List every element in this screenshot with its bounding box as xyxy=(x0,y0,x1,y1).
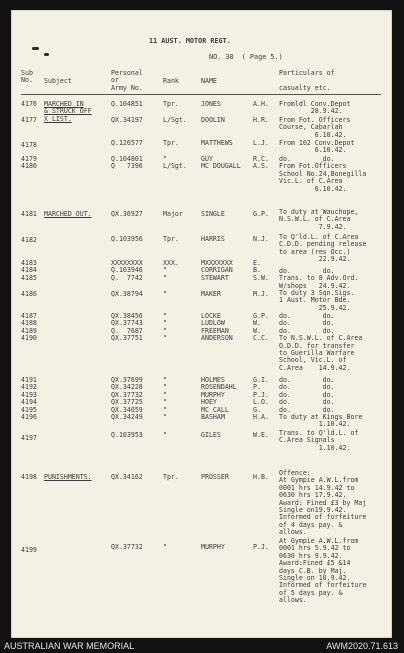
col-header-subject: Subject xyxy=(44,77,72,85)
entry-particulars: do. do. Trans. to 8 Adv.Ord. W/shops 24.9.42. xyxy=(279,267,359,290)
entry-army-no: QX.34162 xyxy=(111,473,143,481)
entry-particulars: At Gympie A.W.L.from 0001 hrs 5.9.42 to 0630 hrs 9.9.42. Award:Fined £5 &14 days C.B. by Maj. Single on 10.9.42. Informed of forfeiture of 5 days pay. & allows. xyxy=(279,537,367,605)
entry-initials: N.J. xyxy=(253,235,269,243)
entry-initials: G.I. P. P.J. L.O. G. H.A. xyxy=(253,376,269,422)
entry-rank: " " " " " " xyxy=(163,376,167,422)
entry-particulars: From Fot. Officers Course, Cabarlah 6.10.42. xyxy=(279,116,351,139)
col-header-name: NAME xyxy=(201,77,217,85)
entry-army-no: QX.38794 xyxy=(111,290,143,298)
entry-rank: Tpr. xyxy=(163,100,179,108)
entry-army-no: Q.126577 xyxy=(111,139,143,147)
entry-particulars: Offence: At Gympie A.W.L.from 0001 hrs 14.9.42 to 0630 hrs 17.9.42. Award: Fined £3 by Maj Single on19.9.42. Informed of forfeiture of 4 days pay. & allows. xyxy=(279,469,367,537)
entry-name: PROSSER xyxy=(201,473,229,481)
entry-rank: Major xyxy=(163,210,183,218)
entry-sub-no: 4183 4184 4185 xyxy=(21,259,37,282)
entry-rank: XXX. " " xyxy=(163,259,179,282)
col-header-rank: Rank xyxy=(163,77,179,85)
entry-initials: H.R. xyxy=(253,116,269,124)
entry-rank: L/Sgt. xyxy=(163,116,187,124)
entry-rank: Tpr. xyxy=(163,139,179,147)
doc-title: 11 AUST. MOTOR REGT. xyxy=(149,37,231,45)
entry-initials: R.C. A.S. xyxy=(253,155,269,171)
document-page xyxy=(11,10,392,638)
entry-rank: " " " " xyxy=(163,312,167,343)
entry-sub-no: 4187 4188 4189 4190 xyxy=(21,312,37,343)
entry-subject: MARCHED IN & STRUCK OFF X LIST. xyxy=(44,100,92,123)
entry-particulars: To Q'ld.L. of C.Area C.D.D. pending release to area (res Occ.) 22.9.42. xyxy=(279,233,367,264)
entry-name: LOCKE LUDLOW FREEMAN ANDERSON xyxy=(201,312,233,343)
entry-particulars: Fromldl Conv.Depot 28.9.42. xyxy=(279,100,351,116)
footer-accession-number: AWM2020.71.613 xyxy=(326,641,398,651)
entry-initials: G.P. xyxy=(253,210,269,218)
entry-initials: L.J. xyxy=(253,139,269,147)
entry-army-no: Q.103953 xyxy=(111,431,143,439)
punch-hole-mark xyxy=(44,53,49,56)
entry-particulars: From 102 Conv.Depot 6.10.42. xyxy=(279,139,355,155)
entry-sub-no: 4186 xyxy=(21,290,37,298)
doc-number-line: NO. 30 ( Page 5.) xyxy=(209,53,283,61)
entry-name: GUY MC DOUGALL xyxy=(201,155,241,171)
entry-name: HARRIS xyxy=(201,235,225,243)
col-header-sub: Sub No. xyxy=(21,69,33,85)
entry-sub-no: 4198 xyxy=(21,473,37,481)
entry-name: MATTHEWS xyxy=(201,139,233,147)
header-rule xyxy=(21,94,381,95)
entry-name: MAKER xyxy=(201,290,221,298)
entry-sub-no: 4178 xyxy=(21,141,37,149)
entry-initials: P.J. xyxy=(253,543,269,551)
entry-initials: W.E. xyxy=(253,431,269,439)
entry-particulars: To duty at Wauchope, N.S.W.L. of C.Area 7.9.42. xyxy=(279,208,359,231)
archive-footer xyxy=(0,638,404,653)
entry-subject: PUNISHMENTS. xyxy=(44,473,92,481)
entry-army-no: QX.38456 QX.37743 Q. 7687 QX.37751 xyxy=(111,312,143,343)
entry-sub-no: 4181 xyxy=(21,210,37,218)
entry-name: HOLMES ROSENDAHL MURPHY HOEY MC CALL BASHAM xyxy=(201,376,237,422)
entry-army-no: QX.37732 xyxy=(111,543,143,551)
entry-sub-no: 4177 xyxy=(21,116,37,124)
entry-name: MURPHY xyxy=(201,543,225,551)
entry-sub-no: 4197 xyxy=(21,434,37,442)
entry-army-no: XXXXXXXX Q.103946 Q. 7742 xyxy=(111,259,143,282)
entry-sub-no: 4179 4180 xyxy=(21,155,37,171)
entry-rank: " L/Sgt. xyxy=(163,155,187,171)
entry-name: JONES xyxy=(201,100,221,108)
entry-army-no: Q.104851 xyxy=(111,100,143,108)
footer-credit: AUSTRALIAN WAR MEMORIAL xyxy=(4,641,135,651)
entry-name: GILES xyxy=(201,431,221,439)
entry-initials: A.H. xyxy=(253,100,269,108)
entry-particulars: Trans. to Q'ld.L. of C.Area Signals 1.10.42. xyxy=(279,429,359,452)
entry-army-no: QX.34197 xyxy=(111,116,143,124)
entry-sub-no: 4182 xyxy=(21,236,37,244)
entry-initials: E. B. S.W. xyxy=(253,259,269,282)
entry-particulars: To duty 3 Sqn.Sigs. 1 Aust. Motor Bde. 25.9.42. xyxy=(279,289,355,312)
entry-particulars: do. do. do. do. do. do. To N.S.W.L. of C.Area O.D.D. for transfer to Guerilla Warfare School, Vic.L. of C.Area 14.9.42. xyxy=(279,312,363,372)
entry-particulars: do. do. From Fot.Officers School No.24,Bonegilla Vic.L. of C.Area 6.10.42. xyxy=(279,155,367,193)
entry-name: SINGLE xyxy=(201,210,225,218)
entry-rank: " xyxy=(163,431,167,439)
entry-army-no: Q.103956 xyxy=(111,235,143,243)
entry-sub-no: 4176 xyxy=(21,100,37,108)
entry-particulars: do. do. do. do. do. do. do. do. do. do. To duty at Kings Bore 1.10.42. xyxy=(279,376,363,429)
entry-rank: Tpr. xyxy=(163,473,179,481)
entry-rank: Tpr. xyxy=(163,235,179,243)
entry-army-no: QX.36927 xyxy=(111,210,143,218)
entry-initials: M.J. xyxy=(253,290,269,298)
entry-sub-no: 4199 xyxy=(21,546,37,554)
punch-hole-mark xyxy=(32,47,39,50)
entry-army-no: Q.104801 Q 7396 xyxy=(111,155,143,171)
entry-rank: " xyxy=(163,290,167,298)
entry-initials: G.P. W. W. C.C. xyxy=(253,312,269,343)
entry-subject: MARCHED OUT. xyxy=(44,210,92,218)
col-header-particulars: Particulars of casualty etc. xyxy=(279,69,335,92)
entry-army-no: QX.37699 QX.34228 QX.37732 QX.37725 QX.34059 QX.34249 xyxy=(111,376,143,422)
col-header-personal: Personal or Army No. xyxy=(111,69,143,92)
entry-sub-no: 4191 4192 4193 4194 4195 4196 xyxy=(21,376,37,422)
entry-initials: H.B. xyxy=(253,473,269,481)
entry-name: DOOLIN xyxy=(201,116,225,124)
entry-rank: " xyxy=(163,543,167,551)
entry-name: MXXXXXXX CORRIGAN STEWART xyxy=(201,259,233,282)
